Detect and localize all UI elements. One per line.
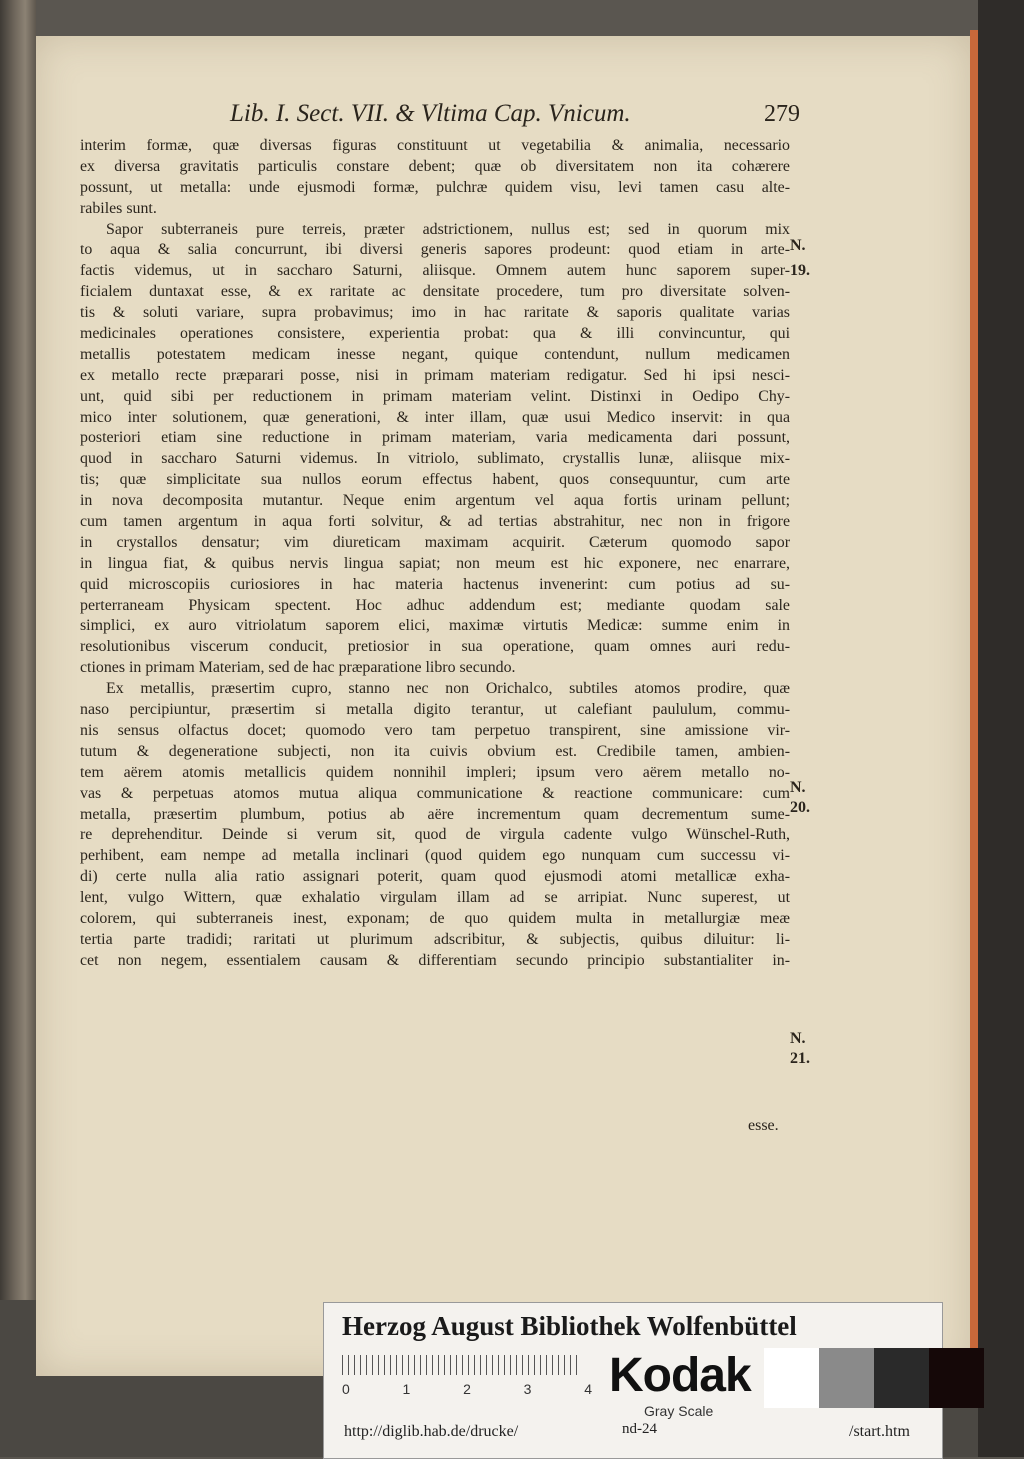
text-line: cum tamen argentum in aqua forti solvitur, & ad tertias abstrahitur, nec non in frigore bbox=[80, 513, 790, 531]
swatch-dark bbox=[874, 1348, 929, 1408]
text-line: colorem, qui subterraneis inest, exponam; de quo quidem multa in metallurgiæ meæ bbox=[80, 909, 790, 927]
text-line: interim formæ, quæ diversas figuras constituunt ut vegetabilia & animalia, necessario bbox=[80, 137, 790, 154]
text-line: ficialem duntaxat esse, & ex raritate ac densitate procedere, tum pro diversitate solven- bbox=[80, 283, 790, 301]
margin-note: N. bbox=[790, 1030, 806, 1047]
page-edge bbox=[970, 30, 978, 1380]
text-line: perhibent, eam nempe ad metalla inclinari (quod quidem ego nunquam cum successu vi- bbox=[80, 847, 790, 865]
color-target-card bbox=[323, 1302, 943, 1459]
library-url: http://diglib.hab.de/drucke/ bbox=[344, 1423, 519, 1440]
ruler-scale bbox=[342, 1355, 582, 1375]
text-line: Sapor subterraneis pure terreis, præter adstrictionem, nullus est; sed in quorum mix bbox=[106, 220, 790, 238]
text-line: di) certe nulla alia ratio assignari poterit, quam quod ejusmodi atomi metallicæ exha- bbox=[80, 868, 790, 886]
text-line: mico inter solutionem, quæ generationi, & inter illam, quæ usui Medico inservit: in qua bbox=[80, 408, 790, 426]
ruler-number: 4 bbox=[584, 1381, 592, 1397]
text-line: cet non negem, essentialem causam & differentiam secundo principio substantialiter in- bbox=[80, 951, 790, 969]
text-line: tis; quæ simplicitate sua nullos eorum effectus habent, quos consequuntur, cum arte bbox=[80, 471, 790, 489]
text-line: simplici, ex auro vitriolatum saporem elici, maximæ virtutis Medicæ: summe enim in bbox=[80, 617, 790, 635]
text-line: to aqua & salia concurrunt, ibi diversi generis sapores prodeunt: quod etiam in arte- bbox=[80, 241, 790, 259]
text-line: resolutionibus viscerum conducit, pretiosior in sua operatione, quam omnes auri redu- bbox=[80, 638, 790, 656]
margin-note: 19. bbox=[790, 262, 810, 279]
text-line: quod in saccharo Saturni videmus. In vitriolo, sublimato, crystallis lunæ, aliisque mix- bbox=[80, 450, 790, 468]
text-line: quid microscopiis curiosiores in hac materia hactenus invenerint: cum potius ad su- bbox=[80, 575, 790, 593]
running-title: Lib. I. Sect. VII. & Vltima Cap. Vnicum. bbox=[230, 100, 631, 127]
text-line: re deprehenditur. Deinde si verum sit, quod de virgula cadente vulgo Wünschel-Ruth, bbox=[80, 826, 790, 844]
text-line: posteriori etiam sine reductione in primam materiam, varia medicamenta dari possunt, bbox=[80, 429, 790, 447]
margin-note: N. bbox=[790, 237, 806, 254]
running-header bbox=[230, 100, 800, 136]
margin-note: N. bbox=[790, 779, 806, 796]
text-line: rabiles sunt. bbox=[80, 199, 157, 217]
text-line: perterraneam Physicam spectent. Hoc adhuc addendum est; mediante quodam sale bbox=[80, 596, 790, 614]
ruler-number: 1 bbox=[402, 1381, 411, 1397]
text-line: tem aërem atomis metallicis quidem nonnihil impleri; ipsum vero aërem metallo no- bbox=[80, 763, 790, 781]
text-line: in nova decomposita mutantur. Neque enim argentum vel aqua fortis urinam pellunt; bbox=[80, 492, 790, 510]
text-line: Ex metallis, præsertim cupro, stanno nec non Orichalco, subtiles atomos prodire, quæ bbox=[106, 680, 790, 698]
page-number: 279 bbox=[764, 101, 800, 127]
text-line: tis & soluti variare, supra probavimus; imo in hac raritate & saporis qualitate varias bbox=[80, 304, 790, 322]
text-line: in crystallos densatur; vim diureticam maximam acquirit. Cæterum quomodo sapor bbox=[80, 533, 790, 551]
library-url-suffix: /start.htm bbox=[849, 1423, 910, 1440]
text-line: ex diversa gravitatis particulis constare debent; quæ ob diversitatem non ita cohærere bbox=[80, 157, 790, 175]
gray-scale-label: Gray Scale bbox=[644, 1403, 714, 1419]
text-line: nis sensus olfactus docet; quomodo vero tam perpetuo transpirent, sine amissione vir- bbox=[80, 721, 790, 739]
text-line: metalla, præsertim plumbum, potius ab aëre incrementum quam decrementum sume- bbox=[80, 805, 790, 823]
ruler-numbers bbox=[342, 1381, 592, 1397]
ruler-number: 0 bbox=[342, 1381, 350, 1397]
catchword: esse. bbox=[748, 1117, 779, 1134]
text-line: naso percipiuntur, præsertim si metalla digito terantur, ut calefiant paululum, commu- bbox=[80, 701, 790, 719]
book-gutter bbox=[0, 0, 36, 1457]
kodak-logo: Kodak bbox=[609, 1349, 751, 1402]
text-line: tutum & degeneratione subjecti, non ita cuivis obvium est. Credibile tamen, ambien- bbox=[80, 742, 790, 760]
text-line: ex metallo recte præparari posse, nisi in primam materiam redigatur. Sed hi ipsi nesci- bbox=[80, 366, 790, 384]
text-line: vas & perpetuas atomos mutua aliqua communicatione & reactione communicare: cum bbox=[80, 784, 790, 802]
scan-background-right bbox=[978, 0, 1024, 1457]
swatch-black bbox=[929, 1348, 984, 1408]
shelf-code: nd-24 bbox=[622, 1421, 657, 1437]
margin-note: 21. bbox=[790, 1050, 810, 1067]
text-line: medicinales operationes consistere, experientia probat: qua & illi convincuntur, qui bbox=[80, 325, 790, 343]
main-text bbox=[80, 136, 790, 972]
ruler-number: 2 bbox=[463, 1381, 471, 1397]
gray-swatches bbox=[764, 1348, 984, 1408]
ruler-number: 3 bbox=[523, 1381, 532, 1397]
library-title: Herzog August Bibliothek Wolfenbüttel bbox=[342, 1311, 797, 1341]
text-line: possunt, ut metalla: unde ejusmodi formæ, pulchræ quidem visu, levi tamen casu alte- bbox=[80, 178, 790, 196]
text-line: metallis potestatem medicam inesse negant, quique contendunt, nullum medicamen bbox=[80, 345, 790, 363]
text-line: in lingua fiat, & quibus nervis lingua sapiat; non meum est hic exponere, nec enarrare, bbox=[80, 554, 790, 572]
text-line: unt, quid sibi per reductionem in primam materiam velint. Distinxi in Oedipo Chy- bbox=[80, 387, 790, 405]
margin-note: 20. bbox=[790, 799, 810, 816]
text-line: tertia parte tradidi; raritati ut plurimum adscribitur, & subjectis, quibus diluitur: li- bbox=[80, 930, 790, 948]
text-line: lent, vulgo Wittern, quæ exhalatio virgulam illam ad se arripiat. Nunc superest, ut bbox=[80, 889, 790, 907]
text-line: factis videmus, ut in saccharo Saturni, aliisque. Omnem autem hunc saporem super- bbox=[80, 262, 790, 280]
swatch-gray bbox=[819, 1348, 874, 1408]
text-line: ctiones in primam Materiam, sed de hac præparatione libro secundo. bbox=[80, 659, 516, 677]
swatch-white bbox=[764, 1348, 819, 1408]
